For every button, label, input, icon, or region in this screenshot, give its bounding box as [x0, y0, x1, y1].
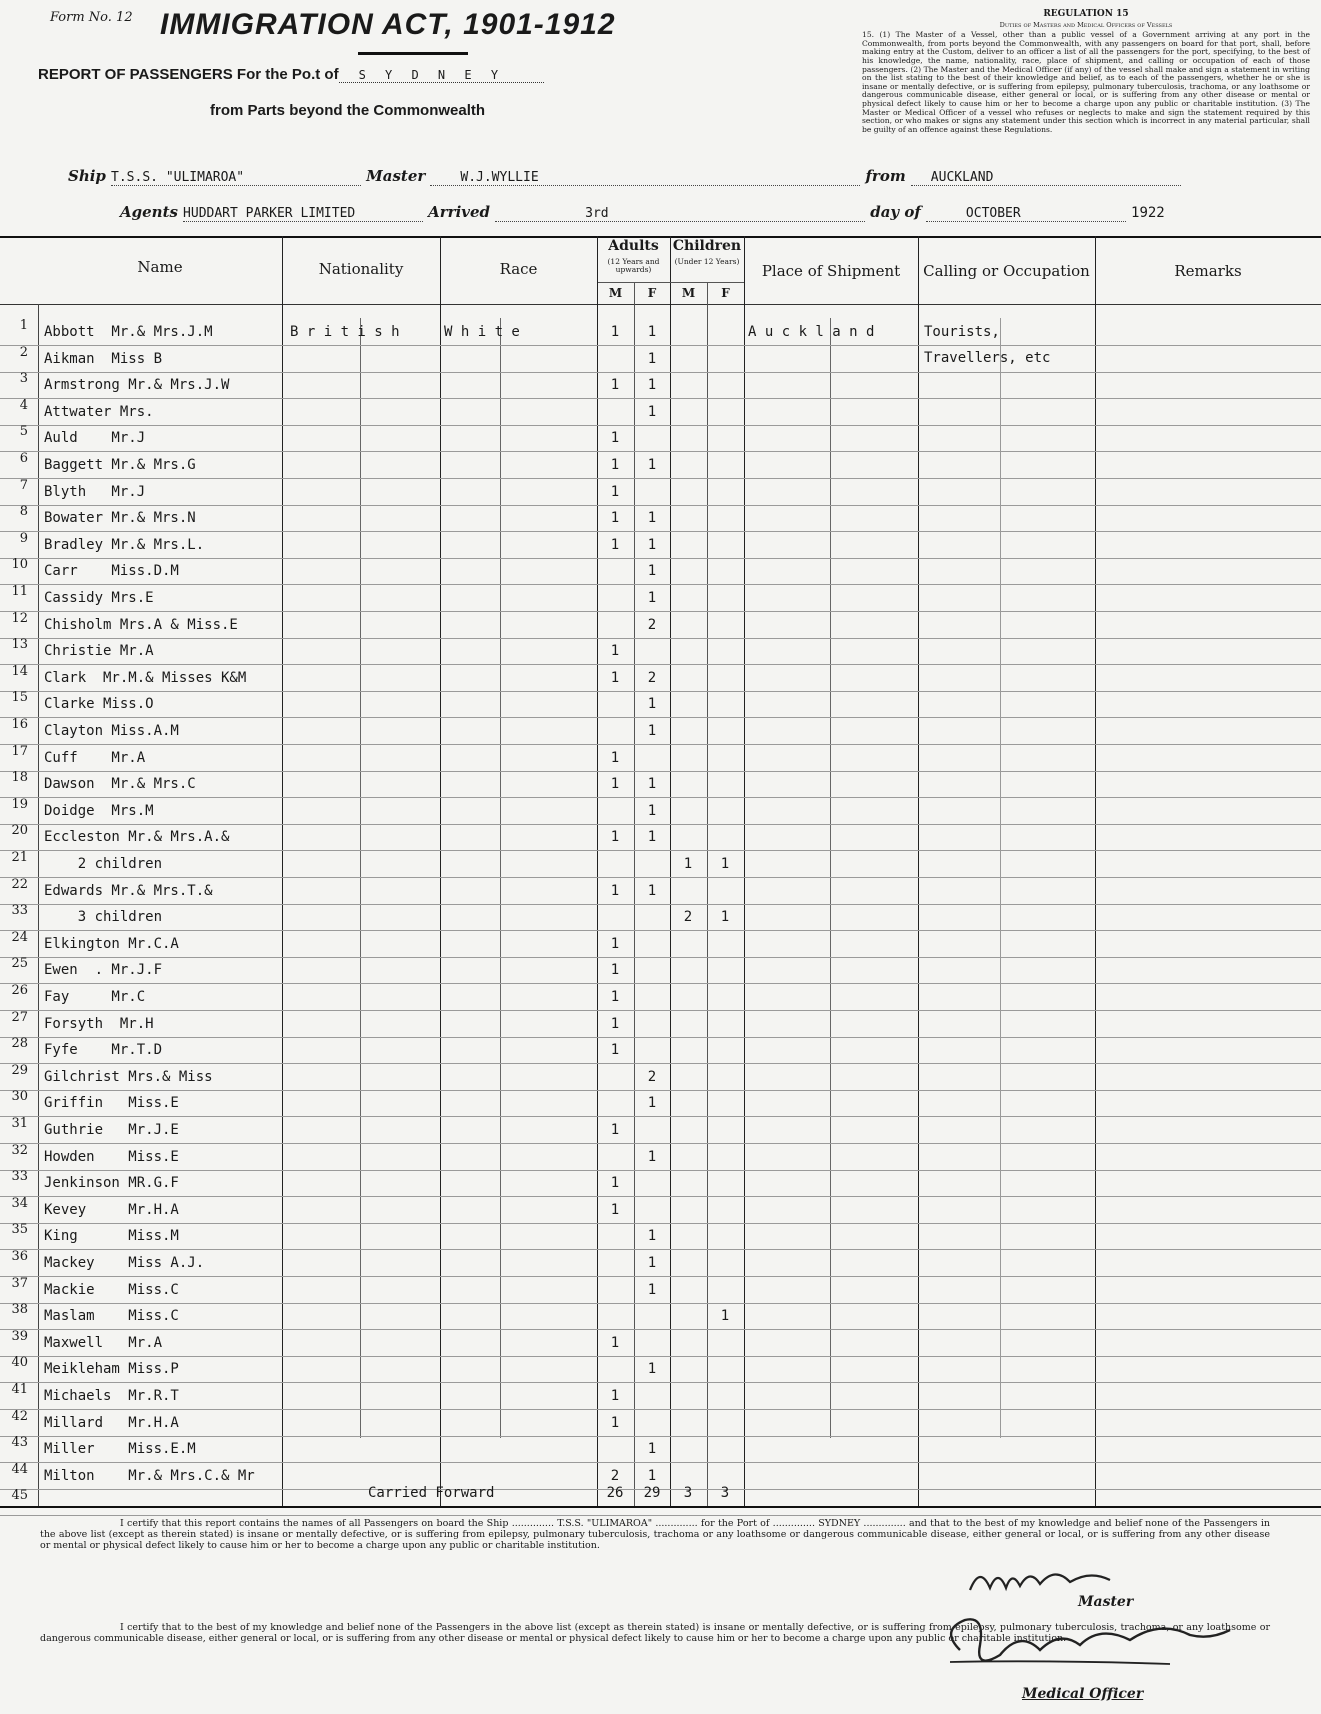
master-label: Master: [366, 167, 426, 185]
row-rule: [0, 850, 1321, 851]
adults-f-count: 1: [647, 510, 657, 526]
row-rule: [0, 451, 1321, 452]
port-field: S Y D N E Y: [339, 68, 544, 83]
row-number: 44: [11, 1462, 28, 1477]
passenger-name: Baggett Mr.& Mrs.G: [44, 457, 196, 473]
adults-m-count: 1: [610, 1335, 620, 1351]
passenger-name: 3 children: [44, 909, 163, 925]
adults-m-count: 1: [610, 457, 620, 473]
passenger-name: Dawson Mr.& Mrs.C: [44, 776, 196, 792]
passenger-name: Chisholm Mrs.A & Miss.E: [44, 617, 238, 633]
row-number: 1: [19, 318, 28, 333]
children-header: Children: [672, 238, 742, 254]
row-number: 11: [11, 584, 28, 599]
adults-f-count: 1: [647, 723, 657, 739]
row-number: 18: [11, 770, 28, 785]
adults-f-count: 1: [647, 377, 657, 393]
row-rule: [0, 1409, 1321, 1410]
adults-m-count: 1: [610, 643, 620, 659]
row-rule: [0, 824, 1321, 825]
row-number: 43: [11, 1435, 28, 1450]
passenger-name: Milton Mr.& Mrs.C.& Mr: [44, 1468, 255, 1484]
passenger-name: Forsyth Mr.H: [44, 1016, 154, 1032]
passenger-name: Bowater Mr.& Mrs.N: [44, 510, 196, 526]
row-rule: [0, 1143, 1321, 1144]
children-subheader: (Under 12 Years): [674, 257, 740, 266]
master-label: Master: [1078, 1594, 1134, 1610]
children-m-header: M: [681, 286, 696, 300]
adults-m-count: 1: [610, 430, 620, 446]
race-header: Race: [499, 260, 538, 278]
row-number: 7: [19, 478, 28, 493]
children-f-count: 1: [720, 1308, 730, 1324]
adults-f-count: 1: [647, 803, 657, 819]
passenger-name: Clark Mr.M.& Misses K&M: [44, 670, 247, 686]
passenger-name: Elkington Mr.C.A: [44, 936, 179, 952]
children-f-header: F: [721, 286, 730, 300]
row-rule: [0, 611, 1321, 612]
passenger-name: Doidge Mrs.M: [44, 803, 154, 819]
row-rule: [0, 584, 1321, 585]
passenger-table: [0, 236, 1321, 1506]
day-of-label: day of: [870, 203, 921, 221]
row-number: 2: [19, 345, 28, 360]
report-heading: [38, 66, 544, 83]
row-number: 33: [11, 903, 28, 918]
adults-f-count: 1: [647, 1095, 657, 1111]
adults-f-count: 1: [647, 1468, 657, 1484]
row-number: 29: [11, 1063, 28, 1078]
agents-label: Agents: [120, 203, 178, 221]
adults-m-count: 1: [610, 989, 620, 1005]
passenger-name: Howden Miss.E: [44, 1149, 179, 1165]
medical-certification: I certify that to the best of my knowledge and belief none of the Passengers in the above list (except as therein stated) is insane or mentally defective, or is suffering from epilepsy, pulmonary tuberculosis, trachoma, or any loathsome or dangerous communicable disease, either general or local, or is suffering from any other disease or mental or physical defect likely to cause him or her to become a charge upon any public or charitable institution.: [40, 1622, 1270, 1644]
adults-m-count: 1: [610, 324, 620, 340]
adults-f-count: 1: [647, 457, 657, 473]
row-number: 33: [11, 1169, 28, 1184]
passenger-name: Jenkinson MR.G.F: [44, 1175, 179, 1191]
passenger-name: Carr Miss.D.M: [44, 563, 179, 579]
row-number: 39: [11, 1329, 28, 1344]
adults-m-count: 1: [610, 750, 620, 766]
act-title: IMMIGRATION ACT, 1901-1912: [160, 8, 616, 41]
adults-f-count: 1: [647, 1255, 657, 1271]
passenger-name: Millard Mr.H.A: [44, 1415, 179, 1431]
row-number: 10: [11, 557, 28, 572]
adults-m-count: 1: [610, 883, 620, 899]
adults-f-count: 1: [647, 1228, 657, 1244]
adults-f-count: 1: [647, 829, 657, 845]
passenger-name: Ewen . Mr.J.F: [44, 962, 163, 978]
month-field: OCTOBER: [926, 206, 1126, 222]
regulation-title: REGULATION 15: [1043, 9, 1129, 19]
mf-rule: [598, 282, 744, 283]
row-number: 38: [11, 1302, 28, 1317]
occupation-value: Travellers, etc: [924, 350, 1051, 366]
ship-info-line-2: [120, 202, 1165, 222]
col-divider: [707, 282, 708, 1506]
remarks-header: Remarks: [1174, 262, 1242, 280]
adults-f-count: 1: [647, 590, 657, 606]
passenger-name: Eccleston Mr.& Mrs.A.&: [44, 829, 230, 845]
row-rule: [0, 425, 1321, 426]
row-rule: [0, 1196, 1321, 1197]
adults-f-count: 1: [647, 1361, 657, 1377]
adults-f-count: 1: [647, 324, 657, 340]
adults-f-count: 1: [647, 696, 657, 712]
adults-m-count: 1: [610, 670, 620, 686]
row-number: 8: [19, 504, 28, 519]
adults-f-count: 1: [647, 351, 657, 367]
adults-m-count: 1: [610, 776, 620, 792]
row-rule: [0, 1010, 1321, 1011]
adults-subheader: (12 Years and upwards): [607, 257, 660, 274]
row-rule: [0, 1116, 1321, 1117]
row-number: 26: [11, 983, 28, 998]
total-adults-m: 26: [606, 1485, 624, 1501]
report-label: REPORT OF PASSENGERS For the Po.t of: [38, 66, 339, 83]
row-rule: [0, 1329, 1321, 1330]
master-field: W.J.WYLLIE: [430, 170, 860, 186]
col-divider: [440, 236, 441, 1506]
row-rule: [0, 957, 1321, 958]
row-number: 5: [19, 424, 28, 439]
row-number: 20: [11, 823, 28, 838]
row-rule: [0, 930, 1321, 931]
col-divider: [634, 282, 635, 1506]
race-value: W h i t e: [444, 324, 520, 340]
row-number-divider: [38, 304, 39, 1506]
row-number: 31: [11, 1116, 28, 1131]
adults-f-count: 1: [647, 563, 657, 579]
passenger-name: Maxwell Mr.A: [44, 1335, 163, 1351]
adults-f-count: 1: [647, 1441, 657, 1457]
master-certification: I certify that this report contains the names of all Passengers on board the Ship .............. T.S.S. "ULIMAROA" .............. for the Port of .............. SYDNEY .............. and that to the best of my knowledge and belief none of the Passengers in the above list (except as therein stated) is insane or mentally defective, or is suffering from epilepsy, pulmonary tuberculosis, trachoma or any loathsome or dangerous communicable disease, either general or local, or is suffering from any other disease or mental or physical defect likely to cause him or her to become a charge upon any public or charitable institution.: [40, 1518, 1270, 1551]
row-number: 14: [11, 664, 28, 679]
row-rule: [0, 904, 1321, 905]
adults-m-header: M: [608, 286, 623, 300]
row-rule: [0, 1356, 1321, 1357]
nationality-header: Nationality: [318, 260, 404, 278]
row-number: 45: [11, 1488, 28, 1503]
row-rule: [0, 531, 1321, 532]
children-f-count: 1: [720, 909, 730, 925]
row-rule: [0, 1276, 1321, 1277]
passenger-name: Michaels Mr.R.T: [44, 1388, 179, 1404]
agents-field: HUDDART PARKER LIMITED: [183, 206, 423, 222]
adults-m-count: 1: [610, 829, 620, 845]
passenger-name: Christie Mr.A: [44, 643, 154, 659]
row-number: 37: [11, 1276, 28, 1291]
adults-f-count: 1: [647, 1149, 657, 1165]
place-value: A u c k l a n d: [748, 324, 875, 340]
passenger-name: Guthrie Mr.J.E: [44, 1122, 179, 1138]
row-rule: [0, 638, 1321, 639]
row-number: 22: [11, 877, 28, 892]
adults-m-count: 1: [610, 1388, 620, 1404]
regulation-text: 15. (1) The Master of a Vessel, other than a public vessel of a Government arriving at any port in the Commonwealth, from ports beyond the Commonwealth, with any passengers on board for that port, shall, before making entry at the Custom, deliver to an officer a list of all the passengers for the port, specifying, to the best of his knowledge, the name, nationality, race, place of shipment, and calling or occupation of each of those passengers. (2) The Master and the Medical Officer (if any) of the vessel shall make and sign a statement in writing on the list stating to the best of their knowledge and belief, as to each of the passengers, whether he or she is insane or mentally defective, or is suffering from epilepsy, pulmonary tuberculosis, trachoma, or any loathsome or dangerous communicable disease, either general or local, or is suffering from any other disease or mental or physical defect likely to cause him or her to become a charge upon any public or charitable institution. (3) The Master or Medical Officer of a vessel who refuses or neglects to make and sign the statement required by this section, or who makes or signs any statement under this section which is incorrect in any material particular, shall be guilty of an offence against these Regulations.: [862, 30, 1310, 134]
passenger-name: Bradley Mr.& Mrs.L.: [44, 537, 205, 553]
passenger-name: Abbott Mr.& Mrs.J.M: [44, 324, 213, 340]
ship-label: Ship: [68, 167, 106, 185]
passenger-name: Gilchrist Mrs.& Miss: [44, 1069, 213, 1085]
medical-officer-label: Medical Officer: [1022, 1686, 1144, 1702]
passenger-name: Fyfe Mr.T.D: [44, 1042, 163, 1058]
occupation-value: Tourists,: [924, 324, 1000, 340]
passenger-name: Mackie Miss.C: [44, 1282, 179, 1298]
arrived-field: 3rd: [495, 206, 865, 222]
adults-m-count: 1: [610, 1122, 620, 1138]
row-rule: [0, 1090, 1321, 1091]
row-number: 6: [19, 451, 28, 466]
table-header-rule: [0, 304, 1321, 305]
row-rule: [0, 717, 1321, 718]
row-number: 16: [11, 717, 28, 732]
row-rule: [0, 1249, 1321, 1250]
row-number: 32: [11, 1143, 28, 1158]
row-number: 28: [11, 1036, 28, 1051]
adults-m-count: 1: [610, 1042, 620, 1058]
col-divider: [670, 236, 671, 1506]
adults-f-count: 1: [647, 1282, 657, 1298]
children-m-count: 2: [683, 909, 693, 925]
children-m-count: 1: [683, 856, 693, 872]
adults-f-count: 2: [647, 1069, 657, 1085]
col-divider: [918, 236, 919, 1506]
row-rule: [0, 398, 1321, 399]
row-rule: [0, 1436, 1321, 1437]
col-divider: [597, 236, 598, 1506]
ship-info-line-1: [68, 166, 1181, 186]
arrived-label: Arrived: [428, 203, 491, 221]
title-rule: [358, 52, 468, 55]
year-field: 1922: [1131, 205, 1165, 221]
col-divider: [1095, 236, 1096, 1506]
adults-m-count: 1: [610, 377, 620, 393]
row-number: 41: [11, 1382, 28, 1397]
name-header: Name: [137, 258, 183, 276]
row-number: 42: [11, 1409, 28, 1424]
row-rule: [0, 345, 1321, 346]
regulation-subtitle: Duties of Masters and Medical Officers of Vessels: [999, 20, 1173, 29]
table-bottom-rule: [0, 1506, 1321, 1508]
row-rule: [0, 771, 1321, 772]
row-rule: [0, 983, 1321, 984]
adults-m-count: 1: [610, 484, 620, 500]
adults-f-header: F: [647, 286, 657, 300]
row-number: 34: [11, 1196, 28, 1211]
adults-m-count: 1: [610, 1202, 620, 1218]
row-number: 4: [19, 398, 28, 413]
adults-f-count: 1: [647, 404, 657, 420]
adults-f-count: 1: [647, 537, 657, 553]
row-rule: [0, 1170, 1321, 1171]
row-rule: [0, 1462, 1321, 1463]
passenger-name: Cuff Mr.A: [44, 750, 146, 766]
from-label: from: [865, 167, 906, 185]
adults-m-count: 1: [610, 1415, 620, 1431]
passenger-name: Clarke Miss.O: [44, 696, 154, 712]
passenger-name: Mackey Miss A.J.: [44, 1255, 205, 1271]
passenger-name: Armstrong Mr.& Mrs.J.W: [44, 377, 230, 393]
passenger-name: Edwards Mr.& Mrs.T.&: [44, 883, 213, 899]
ship-field: T.S.S. "ULIMAROA": [111, 170, 361, 186]
passenger-name: Fay Mr.C: [44, 989, 146, 1005]
passenger-name: Maslam Miss.C: [44, 1308, 179, 1324]
row-number: 21: [11, 850, 28, 865]
row-rule: [0, 558, 1321, 559]
row-rule: [0, 744, 1321, 745]
adults-f-count: 1: [647, 883, 657, 899]
carried-forward-label: Carried Forward: [368, 1485, 495, 1501]
row-number: 13: [11, 637, 28, 652]
passenger-name: Clayton Miss.A.M: [44, 723, 179, 739]
row-rule: [0, 797, 1321, 798]
row-rule: [0, 664, 1321, 665]
row-rule: [0, 505, 1321, 506]
row-rule: [0, 1303, 1321, 1304]
adults-m-count: 1: [610, 1016, 620, 1032]
adults-f-count: 2: [647, 670, 657, 686]
adults-m-count: 1: [610, 510, 620, 526]
adults-m-count: 2: [610, 1468, 620, 1484]
regulation-box: [862, 10, 1310, 134]
row-rule: [0, 1223, 1321, 1224]
row-number: 35: [11, 1222, 28, 1237]
nationality-value: B r i t i s h: [290, 324, 400, 340]
row-rule: [0, 1382, 1321, 1383]
total-adults-f: 29: [643, 1485, 661, 1501]
row-number: 40: [11, 1355, 28, 1370]
adults-m-count: 1: [610, 1175, 620, 1191]
passenger-name: Aikman Miss B: [44, 351, 163, 367]
row-number: 9: [19, 531, 28, 546]
passenger-name: Attwater Mrs.: [44, 404, 154, 420]
col-divider: [282, 236, 283, 1506]
adults-f-count: 2: [647, 617, 657, 633]
col-divider: [744, 236, 745, 1506]
passenger-name: Meikleham Miss.P: [44, 1361, 179, 1377]
from-field: AUCKLAND: [911, 170, 1181, 186]
children-f-count: 1: [720, 856, 730, 872]
adults-f-count: 1: [647, 776, 657, 792]
guide-line: [1000, 318, 1001, 1438]
form-number: Form No. 12: [50, 10, 133, 25]
total-children-f: 3: [720, 1485, 730, 1501]
row-rule: [0, 691, 1321, 692]
row-number: 27: [11, 1010, 28, 1025]
row-number: 24: [11, 930, 28, 945]
adults-header: Adults: [608, 238, 659, 254]
adults-m-count: 1: [610, 962, 620, 978]
passenger-name: Cassidy Mrs.E: [44, 590, 154, 606]
passenger-name: Auld Mr.J: [44, 430, 146, 446]
row-number: 15: [11, 690, 28, 705]
medical-officer-signature: [930, 1600, 1240, 1680]
row-rule: [0, 372, 1321, 373]
row-number: 36: [11, 1249, 28, 1264]
row-number: 25: [11, 956, 28, 971]
guide-line: [360, 318, 361, 1438]
row-number: 19: [11, 797, 28, 812]
passenger-name: Blyth Mr.J: [44, 484, 146, 500]
row-rule: [0, 478, 1321, 479]
passenger-name: Kevey Mr.H.A: [44, 1202, 179, 1218]
calling-header: Calling or Occupation: [923, 262, 1090, 280]
passenger-name: Griffin Miss.E: [44, 1095, 179, 1111]
row-number: 3: [19, 371, 28, 386]
row-rule: [0, 877, 1321, 878]
guide-line: [500, 318, 501, 1438]
row-number: 17: [11, 744, 28, 759]
adults-m-count: 1: [610, 537, 620, 553]
adults-m-count: 1: [610, 936, 620, 952]
row-number: 12: [11, 611, 28, 626]
total-children-m: 3: [683, 1485, 693, 1501]
passenger-name: 2 children: [44, 856, 163, 872]
row-rule: [0, 1037, 1321, 1038]
passenger-name: King Miss.M: [44, 1228, 179, 1244]
guide-line: [830, 318, 831, 1438]
from-parts-heading: from Parts beyond the Commonwealth: [210, 102, 486, 119]
passenger-name: Miller Miss.E.M: [44, 1441, 196, 1457]
place-header: Place of Shipment: [761, 262, 901, 280]
row-rule: [0, 1515, 1321, 1516]
row-rule: [0, 1063, 1321, 1064]
row-number: 30: [11, 1089, 28, 1104]
